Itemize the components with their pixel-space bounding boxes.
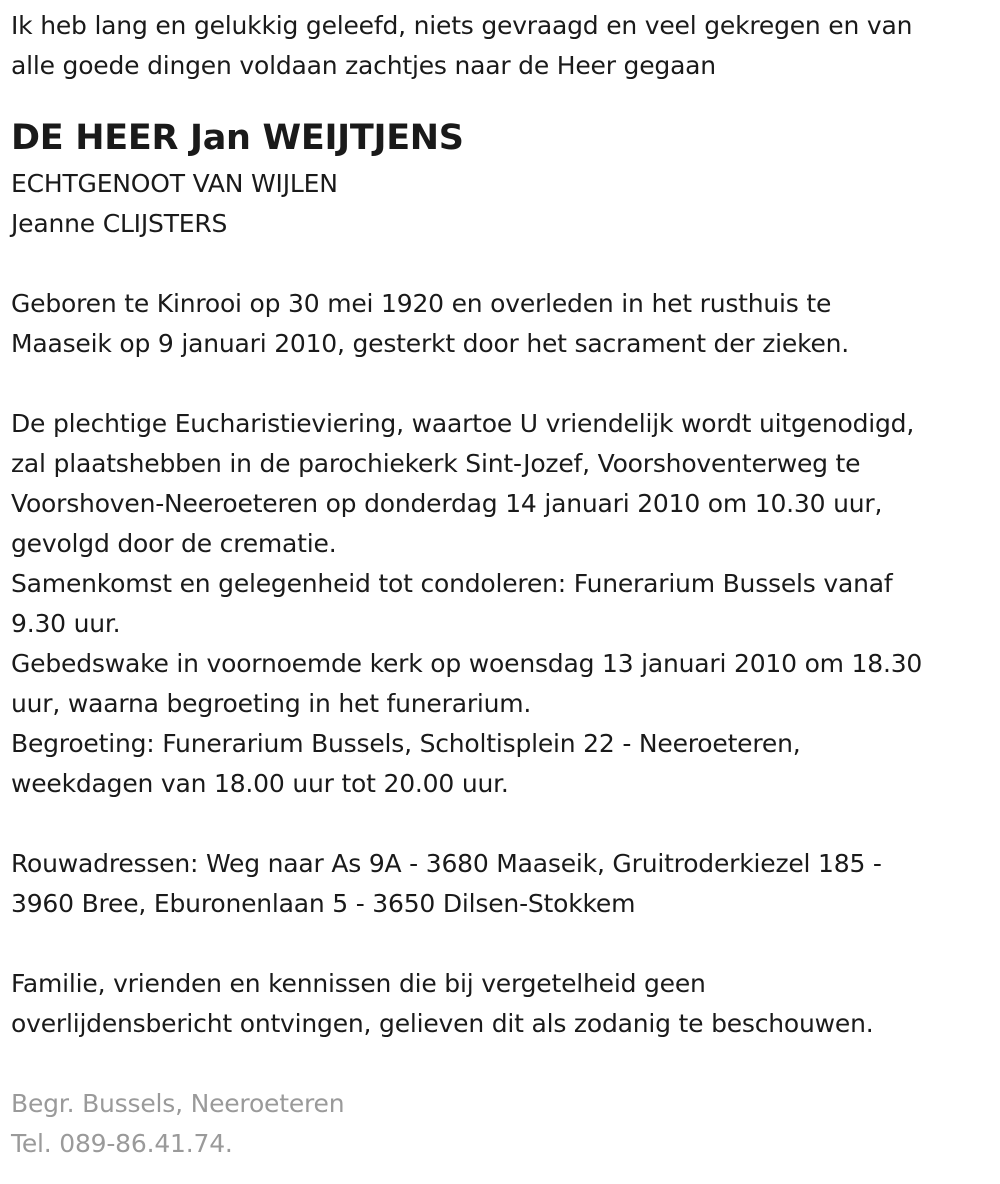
paragraph-line: Voorshoven-Neeroeteren op donderdag 14 januari 2010 om 10.30 uur, bbox=[11, 489, 883, 518]
paragraph-line: Gebedswake in voornoemde kerk op woensdag 13 januari 2010 om 18.30 bbox=[11, 649, 923, 678]
addresses-paragraph bbox=[11, 844, 991, 924]
paragraph-line: Begroeting: Funerarium Bussels, Scholtisplein 22 - Neeroeteren, bbox=[11, 729, 801, 758]
paragraph-line: Maaseik op 9 januari 2010, gesterkt door het sacrament der zieken. bbox=[11, 329, 850, 358]
paragraph-line: Rouwadressen: Weg naar As 9A - 3680 Maaseik, Gruitroderkiezel 185 - bbox=[11, 849, 882, 878]
deceased-name: DE HEER Jan WEIJTJENS bbox=[11, 118, 464, 158]
death-notice bbox=[11, 6, 991, 1164]
paragraph-line: 3960 Bree, Eburonenlaan 5 - 3650 Dilsen-Stokkem bbox=[11, 889, 636, 918]
birth-death-paragraph bbox=[11, 284, 991, 364]
paragraph-line: Familie, vrienden en kennissen die bij vergetelheid geen bbox=[11, 969, 706, 998]
paragraph-line: gevolgd door de crematie. bbox=[11, 529, 337, 558]
motto-line: alle goede dingen voldaan zachtjes naar de Heer gegaan bbox=[11, 51, 716, 80]
motto bbox=[11, 6, 991, 86]
paragraph-line: Samenkomst en gelegenheid tot condoleren: Funerarium Bussels vanaf bbox=[11, 569, 893, 598]
paragraph-line: zal plaatshebben in de parochiekerk Sint-Jozef, Voorshoventerweg te bbox=[11, 449, 861, 478]
relation: ECHTGENOOT VAN WIJLEN bbox=[11, 169, 338, 198]
undertaker: Begr. Bussels, Neeroeteren bbox=[11, 1089, 345, 1118]
footer bbox=[11, 1084, 991, 1164]
paragraph-line: weekdagen van 18.00 uur tot 20.00 uur. bbox=[11, 769, 509, 798]
paragraph-line: 9.30 uur. bbox=[11, 609, 121, 638]
spouse-name: Jeanne CLIJSTERS bbox=[11, 209, 228, 238]
notice-paragraph bbox=[11, 964, 991, 1044]
paragraph-line: uur, waarna begroeting in het funerarium. bbox=[11, 689, 532, 718]
motto-line: Ik heb lang en gelukkig geleefd, niets gevraagd en veel gekregen en van bbox=[11, 11, 913, 40]
paragraph-line: De plechtige Eucharistieviering, waartoe U vriendelijk wordt uitgenodigd, bbox=[11, 409, 915, 438]
paragraph-line: overlijdensbericht ontvingen, gelieven dit als zodanig te beschouwen. bbox=[11, 1009, 874, 1038]
phone-number: Tel. 089-86.41.74. bbox=[11, 1129, 233, 1158]
paragraph-line: Geboren te Kinrooi op 30 mei 1920 en overleden in het rusthuis te bbox=[11, 289, 832, 318]
ceremony-paragraph bbox=[11, 404, 991, 804]
